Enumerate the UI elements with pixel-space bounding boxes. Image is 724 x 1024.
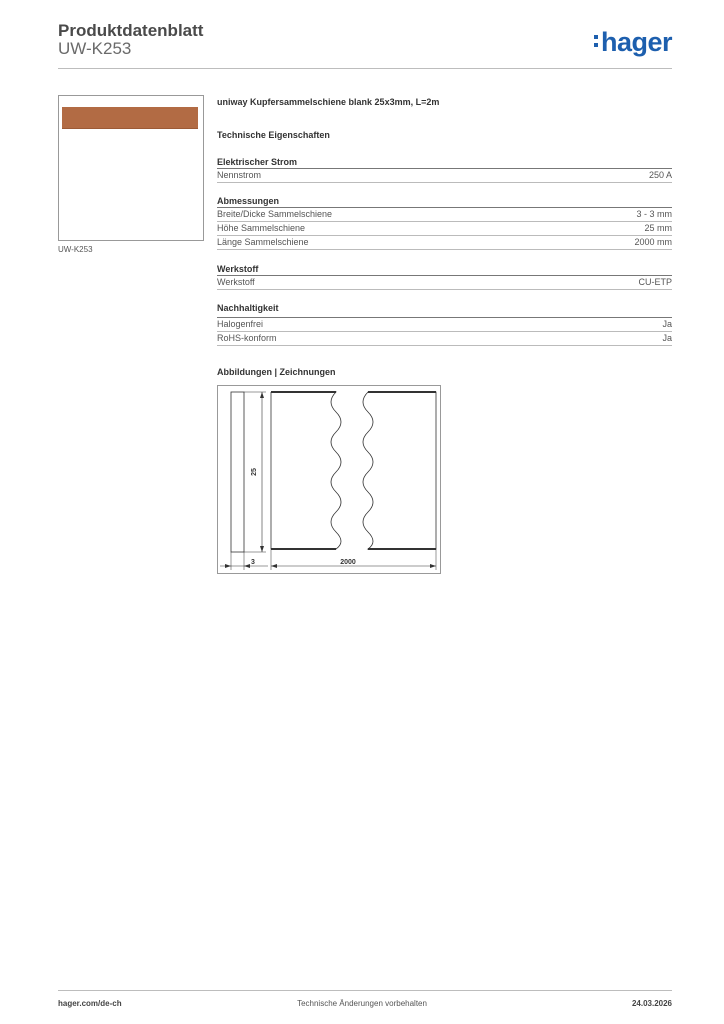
row-label: Werkstoff: [217, 277, 255, 287]
table-row: [217, 168, 672, 183]
dim-height-label: 25: [251, 468, 258, 476]
row-divider: [217, 289, 672, 290]
row-value: Ja: [662, 319, 672, 329]
dim-length-label: 2000: [340, 559, 356, 566]
product-image-caption: UW-K253: [58, 245, 93, 254]
footer-notice: Technische Änderungen vorbehalten: [297, 999, 427, 1008]
row-label: Halogenfrei: [217, 319, 264, 329]
busbar-front-right: [363, 392, 436, 549]
logo-text: hager: [600, 27, 672, 57]
section-heading-technical: Technische Eigenschaften: [217, 130, 330, 140]
table-row: [217, 235, 672, 250]
footer-website: hager.com/de-ch: [58, 999, 122, 1008]
row-value: 2000 mm: [634, 237, 672, 247]
dim-thickness-label: 3: [251, 559, 255, 566]
section-heading-electric: Elektrischer Strom: [217, 157, 298, 167]
table-row: [217, 221, 672, 236]
row-value: 250 A: [648, 170, 672, 180]
row-label: RoHS-konform: [217, 333, 277, 343]
header-divider: [58, 68, 672, 69]
logo-dots-icon: [594, 35, 598, 51]
row-value: CU-ETP: [638, 277, 672, 287]
product-description: uniway Kupfersammelschiene blank 25x3mm, L=2m: [217, 97, 440, 107]
busbar-front-left: [271, 392, 341, 549]
product-code-title: UW-K253: [58, 39, 132, 58]
busbar-image: [62, 107, 198, 129]
section-heading-drawings: Abbildungen | Zeichnungen: [217, 367, 336, 377]
table-row: [217, 207, 672, 222]
section-heading-sustainability: Nachhaltigkeit: [217, 303, 279, 313]
dimension-drawing: [217, 385, 441, 574]
row-divider: [217, 345, 672, 346]
row-value: 3 - 3 mm: [636, 209, 672, 219]
row-value: Ja: [662, 333, 672, 343]
table-row: [217, 317, 672, 332]
hager-logo: [601, 29, 672, 56]
row-label: Höhe Sammelschiene: [217, 223, 306, 233]
page-title: Produktdatenblatt: [58, 21, 204, 40]
row-divider: [217, 182, 672, 183]
busbar-side-view: [231, 392, 244, 552]
row-value: 25 mm: [644, 223, 672, 233]
section-heading-material: Werkstoff: [217, 264, 259, 274]
footer-date: 24.03.2026: [631, 999, 672, 1008]
table-row: [217, 275, 672, 290]
row-divider: [217, 249, 672, 250]
row-label: Breite/Dicke Sammelschiene: [217, 209, 333, 219]
footer-divider: [58, 990, 672, 991]
section-heading-dimensions: Abmessungen: [217, 196, 280, 206]
product-image: [58, 95, 204, 241]
row-label: Länge Sammelschiene: [217, 237, 309, 247]
busbar-dimension-drawing: [218, 386, 440, 573]
table-row: [217, 331, 672, 346]
row-label: Nennstrom: [217, 170, 262, 180]
